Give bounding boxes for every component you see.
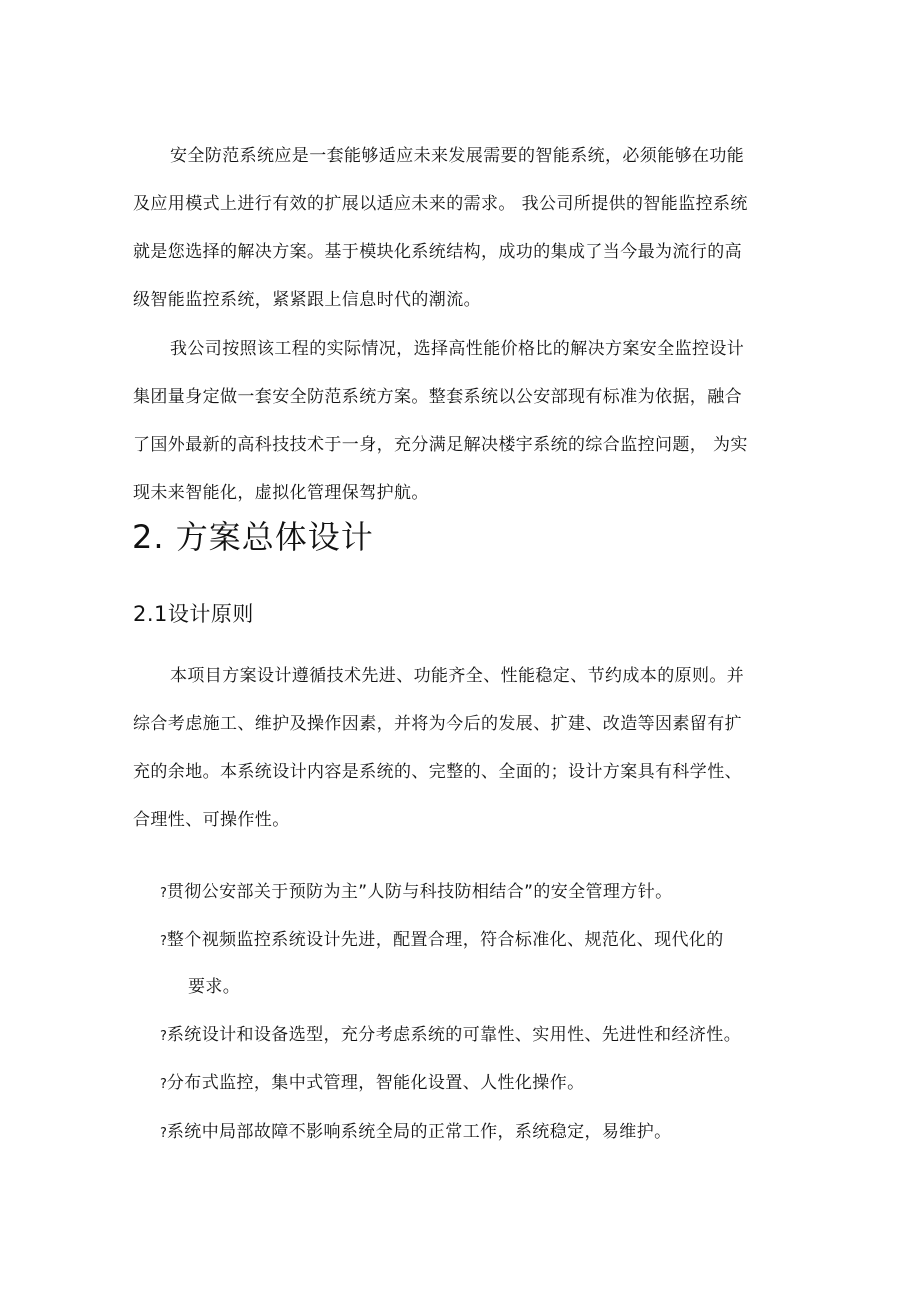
bullet-text: 贯彻公安部关于预防为主”人防与科技防相结合”的安全管理方针。 <box>166 882 673 902</box>
bullet-text: 系统设计和设备选型，充分考虑系统的可靠性、实用性、先进性和经济性。 <box>166 1025 742 1045</box>
bullet-item <box>160 1071 585 1097</box>
bullet-item <box>160 928 724 954</box>
bullet-item <box>160 1120 672 1146</box>
bullet-text: 分布式监控，集中式管理，智能化设置、人性化操作。 <box>166 1073 585 1093</box>
paragraph-1-line-1: 安全防范系统应是一套能够适应未来发展需要的智能系统，必须能够在功能 <box>170 146 745 166</box>
paragraph-2-line-2: 集团量身定做一套安全防范系统方案。整套系统以公安部现有标准为依据，融合 <box>133 387 742 407</box>
section-heading: 2. 方案总体设计 <box>132 518 374 556</box>
bullet-text: 整个视频监控系统设计先进，配置合理，符合标准化、规范化、现代化的 <box>166 930 724 950</box>
paragraph-2-line-4: 现未来智能化，虚拟化管理保驾护航。 <box>133 483 429 503</box>
bullet-item <box>160 880 673 906</box>
bullet-marker: ? <box>160 934 167 949</box>
paragraph-2-line-3: 了国外最新的高科技技术于一身，充分满足解决楼宇系统的综合监控问题， 为实 <box>133 435 748 455</box>
paragraph-1-line-2: 及应用模式上进行有效的扩展以适应未来的需求。 我公司所提供的智能监控系统 <box>133 194 748 214</box>
bullet-continuation: 要求。 <box>188 977 241 997</box>
bullet-marker: ? <box>160 1029 167 1044</box>
paragraph-3-line-1: 本项目方案设计遵循技术先进、功能齐全、性能稳定、节约成本的原则。并 <box>170 666 745 686</box>
bullet-marker: ? <box>160 886 167 901</box>
paragraph-1-line-4: 级智能监控系统，紧紧跟上信息时代的潮流。 <box>133 290 481 310</box>
paragraph-3-line-3: 充的余地。本系统设计内容是系统的、完整的、全面的；设计方案具有科学性、 <box>133 762 742 782</box>
bullet-marker: ? <box>160 1126 167 1141</box>
paragraph-3-line-2: 综合考虑施工、维护及操作因素，并将为今后的发展、扩建、改造等因素留有扩 <box>133 714 742 734</box>
bullet-marker: ? <box>160 1077 167 1092</box>
bullet-text: 系统中局部故障不影响系统全局的正常工作，系统稳定，易维护。 <box>166 1122 672 1142</box>
paragraph-1-line-3: 就是您选择的解决方案。基于模块化系统结构，成功的集成了当今最为流行的高 <box>133 242 742 262</box>
subsection-heading: 2.1设计原则 <box>133 602 254 626</box>
bullet-item <box>160 1023 741 1049</box>
paragraph-3-line-4: 合理性、可操作性。 <box>133 810 290 830</box>
paragraph-2-line-1: 我公司按照该工程的实际情况，选择高性能价格比的解决方案安全监控设计 <box>170 339 745 359</box>
